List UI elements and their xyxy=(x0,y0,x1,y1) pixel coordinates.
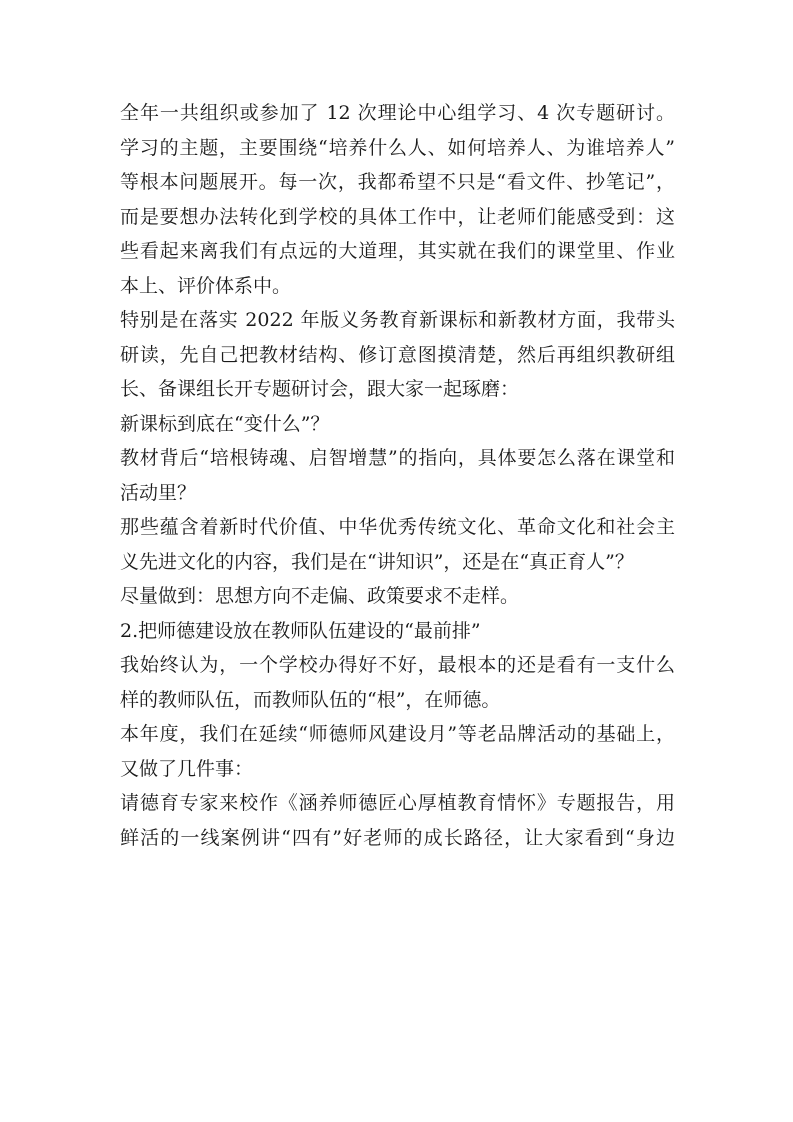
text-line: 本上、评价体系中。 xyxy=(120,274,292,297)
document-body xyxy=(120,96,675,855)
text-line: 鲜活的一线案例讲“四有”好老师的成长路径，让大家看到“身边 xyxy=(120,826,675,849)
text-line: 义先进文化的内容，我们是在“讲知识”，还是在“真正育人”？ xyxy=(120,550,634,573)
text-line: 我始终认为，一个学校办得好不好，最根本的还是看有一支什么 xyxy=(120,654,675,676)
text-line: 尽量做到：思想方向不走偏、政策要求不走样。 xyxy=(120,585,520,607)
text-line: 又做了几件事： xyxy=(120,757,254,780)
text-line: 活动里？ xyxy=(120,481,197,504)
text-line: 研读，先自己把教材结构、修订意图摸清楚，然后再组织教研组 xyxy=(120,343,675,366)
text-line: 长、备课组长开专题研讨会，跟大家一起琢磨： xyxy=(120,378,520,400)
text-line: 特别是在落实 2022 年版义务教育新课标和新教材方面，我带头 xyxy=(120,309,675,331)
text-line: 本年度，我们在延续“师德师风建设月”等老品牌活动的基础上， xyxy=(120,723,675,745)
text-line: 新课标到底在“变什么”？ xyxy=(120,412,330,435)
text-line: 而是要想办法转化到学校的具体工作中，让老师们能感受到：这 xyxy=(120,205,675,228)
text-line: 学习的主题，主要围绕“培养什么人、如何培养人、为谁培养人” xyxy=(120,136,675,159)
text-line: 教材背后“培根铸魂、启智增慧”的指向，具体要怎么落在课堂和 xyxy=(120,447,675,469)
text-line: 全年一共组织或参加了 12 次理论中心组学习、4 次专题研讨。 xyxy=(120,102,675,124)
text-line: 那些蕴含着新时代价值、中华优秀传统文化、革命文化和社会主 xyxy=(120,516,675,538)
text-line: 些看起来离我们有点远的大道理，其实就在我们的课堂里、作业 xyxy=(120,240,675,262)
text-line: 2.把师德建设放在教师队伍建设的“最前排” xyxy=(120,619,481,642)
text-line: 请德育专家来校作《涵养师德匠心厚植教育情怀》专题报告，用 xyxy=(120,792,675,814)
text-line: 样的教师队伍，而教师队伍的“根”，在师德。 xyxy=(120,688,501,711)
text-line: 等根本问题展开。每一次，我都希望不只是“看文件、抄笔记”， xyxy=(120,171,675,193)
